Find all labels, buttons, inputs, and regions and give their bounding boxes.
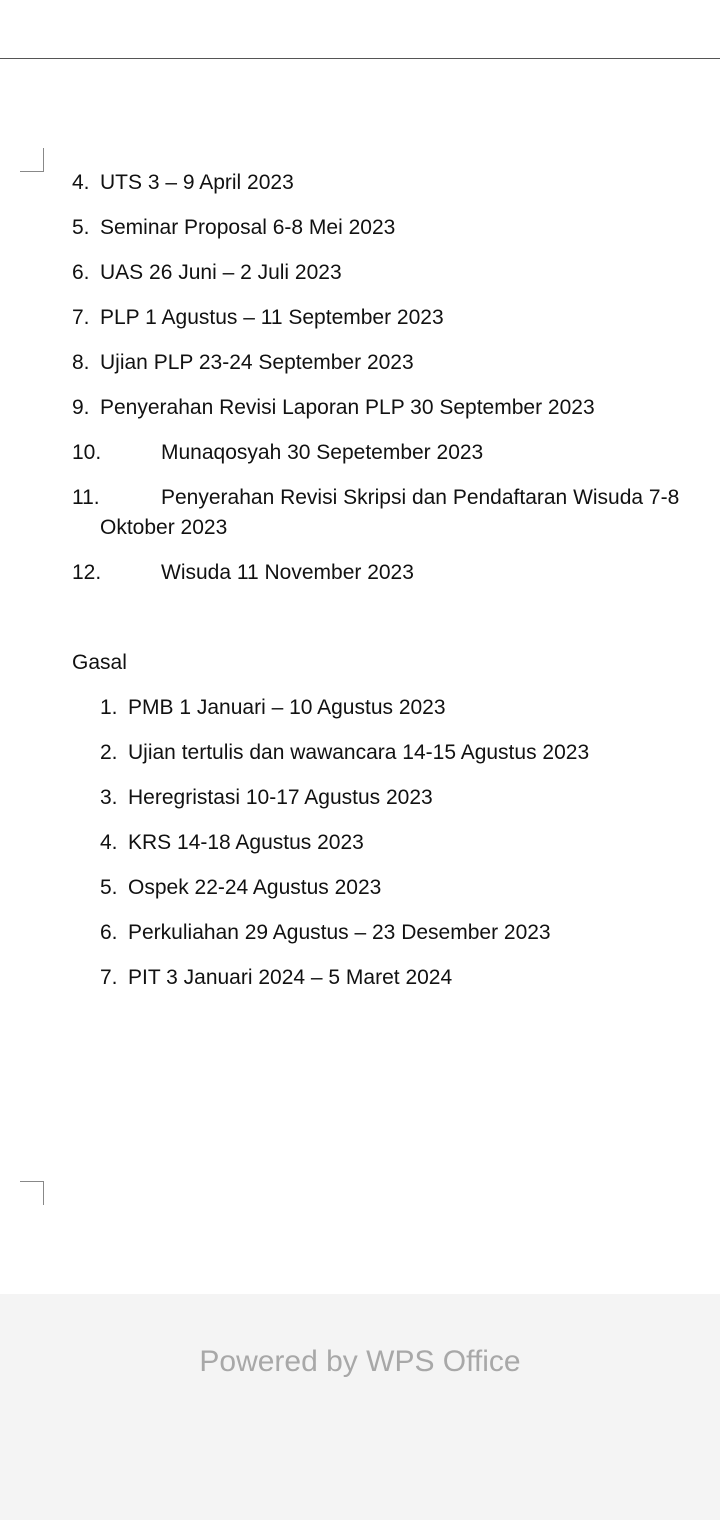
list-item-text-continuation: Oktober 2023 [100,516,228,539]
list-item-text: Seminar Proposal 6-8 Mei 2023 [100,216,396,239]
list-item-number: 4. [72,171,90,194]
list-item-text: Penyerahan Revisi Skripsi dan Pendaftaran Wisuda 7-8 [161,486,680,509]
list-item-text: Heregristasi 10-17 Agustus 2023 [128,786,433,809]
list-item-text: UAS 26 Juni – 2 Juli 2023 [100,261,342,284]
list-item-text: PLP 1 Agustus – 11 September 2023 [100,306,444,329]
list-item-text: UTS 3 – 9 April 2023 [100,171,294,194]
list-item-number: 5. [100,876,118,899]
list-item-text: Ujian tertulis dan wawancara 14-15 Agustus 2023 [128,741,590,764]
section-heading: Gasal [72,651,127,674]
powered-by-text: Powered by WPS Office [199,1345,521,1378]
list-item-text: Wisuda 11 November 2023 [161,561,414,584]
list-item-number: 1. [100,696,118,719]
list-item-number: 4. [100,831,118,854]
list-item-number: 11. [72,486,100,509]
list-item-number: 2. [100,741,118,764]
list-item-number: 8. [72,351,90,374]
list-item-text: PMB 1 Januari – 10 Agustus 2023 [128,696,446,719]
list-item-number: 10. [72,441,102,464]
list-item-text: Ospek 22-24 Agustus 2023 [128,876,382,899]
list-item-number: 7. [100,966,118,989]
list-item-text: Ujian PLP 23-24 September 2023 [100,351,414,374]
list-item-text: KRS 14-18 Agustus 2023 [128,831,364,854]
list-item-number: 3. [100,786,118,809]
footer-banner [0,1294,720,1520]
list-item-number: 5. [72,216,90,239]
list-item-number: 12. [72,561,102,584]
list-item-text: Penyerahan Revisi Laporan PLP 30 September 2023 [100,396,595,419]
list-item-number: 9. [72,396,90,419]
page-top-rule [0,58,720,59]
list-item-text: PIT 3 Januari 2024 – 5 Maret 2024 [128,966,453,989]
list-item-number: 6. [72,261,90,284]
list-item-number: 7. [72,306,90,329]
page-corner-mark-top [20,148,44,172]
list-item-text: Munaqosyah 30 Sepetember 2023 [161,441,484,464]
list-item-text: Perkuliahan 29 Agustus – 23 Desember 2023 [128,921,551,944]
list-item-number: 6. [100,921,118,944]
page-corner-mark-bottom [20,1181,44,1205]
